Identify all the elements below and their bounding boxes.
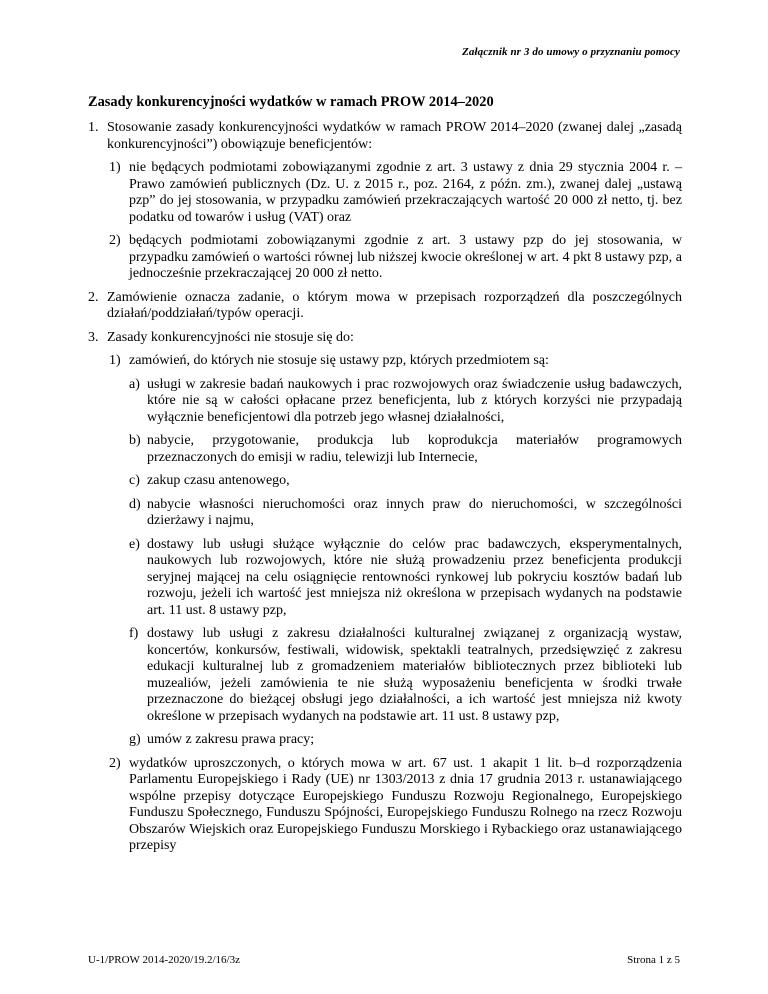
point-number: 2) [109,233,121,248]
letter-label: d) [129,496,141,512]
section-number: 3. [88,329,99,345]
section-1-point-2 [109,233,682,283]
letter-item-c [129,473,682,490]
document-code: U-1/PROW 2014-2020/19.2/16/3z [88,954,240,966]
point-text: nie będących podmiotami zobowiązanymi zgodnie z art. 3 ustawy z dnia 29 stycznia 2004 r. – Prawo zamówień publicznych (Dz. U. z 2015 r., poz. 2164, z późn. zm.), zwanej dalej „ustawą pzp” do jej stosowania, w przypadku zamówień przekraczających wartość 20 000 zł netto, tj. bez podatku od towarów i usług (VAT) oraz [129,160,682,225]
letter-text: nabycie własności nieruchomości oraz innych praw do nieruchomości, w szczególności dzierżawy i najmu, [147,496,682,528]
point-number: 2) [109,755,121,771]
letter-text: usługi w zakresie badań naukowych i prac rozwojowych oraz świadczenie usług badawczych, które nie są w całości opłacane przez beneficjenta, lub z których korzyści nie przypadają wyłącznie beneficjentowi dla potrzeb jego własnej działalności, [147,376,682,425]
document-body [88,120,682,862]
section-1 [88,120,682,153]
section-3 [88,330,682,347]
letter-text: umów z zakresu prawa pracy; [147,732,315,747]
letter-item-e [129,537,682,620]
letter-item-a [129,377,682,427]
letter-label: a) [129,376,140,392]
section-text: Stosowanie zasady konkurencyjności wydatków w ramach PROW 2014–2020 (zwanej dalej „zasadą konkurencyjności”) obowiązuje beneficjentów: [107,120,682,152]
letter-item-d [129,497,682,530]
section-3-point-2 [109,756,682,855]
point-number: 1) [109,160,121,175]
point-number: 1) [109,353,121,368]
point-text: będących podmiotami zobowiązanymi zgodnie z art. 3 ustawy pzp do jej stosowania, w przypadku zamówień o wartości równej lub niższej kwocie określonej w art. 4 pkt 8 ustawy pzp, a jednocześnie przekraczającej 20 000 zł netto. [129,233,682,281]
letter-text: dostawy lub usługi z zakresu działalności kulturalnej związanej z organizacją wystaw, koncertów, konkursów, festiwali, widowisk, spektakli teatralnych, przedsięwzięć z zakresu edukacji kulturalnej lub z gromadzeniem materiałów bibliotecznych przez biblioteki lub muzealiów, jeżeli zamówienia te nie służą wyposażeniu beneficjenta w środki trwałe przeznaczone do bieżącej obsługi jego działalności, a ich wartość jest mniejsza niż kwoty określone w przepisach wydanych na podstawie art. 11 ust. 8 ustawy pzp, [147,626,682,724]
section-3-point-1 [109,353,682,370]
section-text: Zamówienie oznacza zadanie, o którym mowa w przepisach rozporządzeń dla poszczególnych działań/poddziałań/typów operacji. [107,289,682,321]
section-1-point-1 [109,160,682,226]
letter-label: c) [129,473,140,488]
letter-text: nabycie, przygotowanie, produkcja lub koprodukcja materiałów programowych przeznaczonych do emisji w radiu, telewizji lub Internecie, [147,433,682,465]
document-title: Zasady konkurencyjności wydatków w ramach PROW 2014–2020 [88,94,494,110]
point-text: wydatków uproszczonych, o których mowa w art. 67 ust. 1 akapit 1 lit. b–d rozporządzenia Parlamentu Europejskiego i Rady (UE) nr 1303/2013 z dnia 17 grudnia 2013 r. ustanawiającego wspólne przepisy dotyczące Europejskiego Funduszu Rozwoju Regionalnego, Europejskiego Funduszu Społecznego, Funduszu Spójności, Europejskiego Funduszu Rolnego na rzecz Rozwoju Obszarów Wiejskich oraz Europejskiego Funduszu Morskiego i Rybackiego oraz ustanawiającego przepisy [129,755,682,853]
letter-text: dostawy lub usługi służące wyłącznie do celów prac badawczych, eksperymentalnych, naukowych lub rozwojowych, które nie służą prowadzeniu przez beneficjenta produkcji seryjnej mającej na celu osiągnięcie rentowności rynkowej lub pokryciu kosztów badań lub rozwoju, jeżeli ich wartość jest mniejsza niż określona w przepisach wydanych na podstawie art. 11 ust. 8 ustawy pzp, [147,536,682,618]
page-number: Strona 1 z 5 [627,954,680,966]
letter-label: b) [129,433,141,448]
section-2 [88,290,682,323]
letter-text: zakup czasu antenowego, [147,473,290,488]
section-number: 2. [88,289,99,305]
annex-header: Załącznik nr 3 do umowy o przyznaniu pomocy [462,46,680,58]
section-text: Zasady konkurencyjności nie stosuje się do: [107,329,354,345]
section-number: 1. [88,120,99,135]
point-text: zamówień, do których nie stosuje się ustawy pzp, których przedmiotem są: [129,353,549,368]
letter-label: e) [129,536,140,552]
letter-label: f) [129,626,139,641]
letter-item-f [129,626,682,725]
letter-item-g [129,732,682,749]
letter-label: g) [129,732,141,747]
letter-item-b [129,433,682,466]
